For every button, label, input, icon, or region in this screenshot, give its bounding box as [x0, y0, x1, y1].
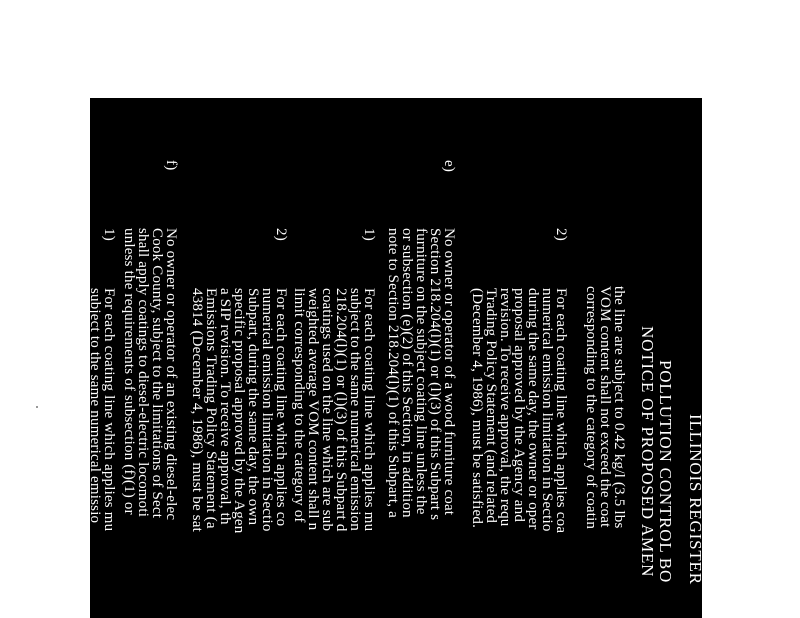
item-marker: f) [163, 160, 179, 171]
text-line: VOM content shall not exceed the coat [597, 286, 613, 528]
register-title: ILLINOIS REGISTER [686, 414, 705, 585]
item-marker: 1) [361, 228, 377, 241]
text-line: subject to the same numerical emission [347, 288, 363, 531]
text-line: Emissions Trading Policy Statement (a [203, 288, 219, 529]
text-line: weighted average VOM content shall n [305, 288, 321, 531]
text-line: For each coating line which applies mu [101, 288, 117, 532]
text-line: shall apply coatings to diesel-electric locomoti [135, 228, 151, 518]
item-marker: 2) [273, 228, 289, 241]
text-line: For each coating line which applies co [273, 288, 289, 527]
text-line: numerical emission limitation in Sectio [539, 288, 555, 532]
text-line: unless the requirements of subsection (f)(1) or [121, 228, 137, 515]
text-line: Subpart, during the same day, the own [245, 288, 261, 526]
text-line: revision. To receive approval, the requ [497, 288, 513, 527]
text-line: or subsection (e)(2) of this Section, in addition [399, 228, 415, 518]
item-marker: 2) [553, 228, 569, 241]
text-line: (December 4, 1986), must be satisfied. [469, 288, 485, 529]
text-line: corresponding to the category of coatin [583, 286, 599, 530]
text-line: furniture on the subject coating line unless the [413, 228, 429, 515]
item-marker: e) [441, 160, 457, 173]
text-line: specific proposal approved by the Agen [231, 288, 247, 534]
text-line: limit corresponding to the category of [291, 288, 307, 523]
text-line: No owner or operator of a wood furniture coat [441, 228, 457, 516]
text-line: note to Section 218.204(l)(1) of this Subpart, a [385, 228, 401, 518]
text-line: 43814 (December 4, 1986), must be sat [189, 288, 205, 533]
text-line: a SIP revision. To receive approval, th [217, 288, 233, 525]
text-line: the line are subject to 0.42 kg/l (3.5 lbs [611, 286, 627, 529]
text-line: subject to the same numerical emissio [87, 288, 103, 524]
text-line: For each coating line which applies mu [361, 288, 377, 532]
text-line: numerical emission limitation in Sectio [259, 288, 275, 532]
notice-title: NOTICE OF PROPOSED AMEN [638, 326, 657, 578]
text-line: proposal approved by the Agency and [511, 288, 527, 523]
text-line: For each coating line which applies coa [553, 288, 569, 534]
text-line: 218.204(l)(1) or (l)(3) of this Subpart d [333, 288, 349, 532]
text-line: Trading Policy Statement (and related [483, 288, 499, 524]
text-line: during the same day, the owner or oper [525, 288, 541, 530]
scan-speck [36, 406, 38, 408]
board-title: POLLUTION CONTROL BO [656, 360, 675, 584]
text-line: Cook County, subject to the limitations of Sect [149, 228, 165, 519]
item-marker: 1) [101, 228, 117, 241]
text-line: coatings used on the line which are sub [319, 288, 335, 532]
text-line: Section 218.204(l)(1) or (l)(3) of this Subpart s [427, 228, 443, 521]
text-line: No owner or operator of an existing diesel-elec [163, 228, 179, 521]
